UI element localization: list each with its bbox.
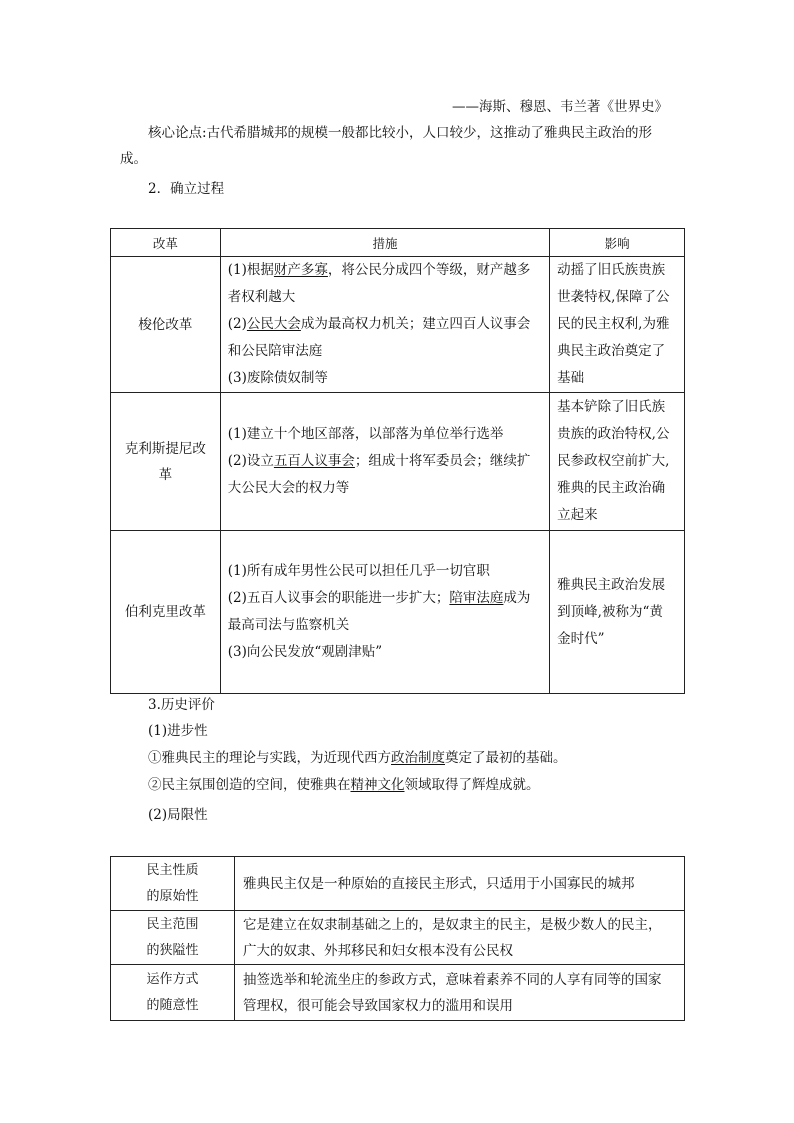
text-segment: (2)五百人议事会的职能进一步扩大； [227,590,450,606]
reform-row-pericles [111,531,685,694]
cell-line: 民参政权空前扩大, [557,453,670,469]
cell-line: 民主范围 [146,916,199,932]
text-segment: (1)所有成年男性公民可以担任几乎一切官职 [227,563,490,579]
limitation-value [235,857,685,911]
limitation-row [111,911,685,965]
cell-line: 管理权，很可能会导致国家权力的滥用和误用 [243,997,513,1014]
text-segment: 领域取得了辉煌成就。 [404,777,540,793]
measure-line [228,639,543,666]
cell-line: 金时代” [557,630,605,647]
reform-effect [550,257,685,393]
limitation-value [235,911,685,965]
cell-line: 的原始性 [146,888,199,904]
cell-line: 它是建立在奴隶制基础之上的，是奴隶主的民主，是极少数人的民主， [243,916,662,933]
measure-line [228,311,543,338]
measure-line [228,585,543,612]
cell-line: 典民主政治奠定了 [557,343,666,359]
text-segment: (1)根据 [227,262,274,278]
text-segment: 大公民大会的权力等 [227,480,350,496]
cell-line: 广大的奴隶、外邦移民和妇女根本没有公民权 [243,942,513,959]
cell-line: 雅典民主仅是一种原始的直接民主形式，只适用于小国寡民的城邦 [243,875,635,892]
header-effect: 影响 [550,229,685,257]
cell-line: 雅典的民主政治确 [557,480,666,496]
reform-measures [220,531,549,694]
core-point-text-line2: 成。 [120,151,147,167]
text-segment: ，将公民分成四个等级，财产越多 [327,262,531,278]
measure-line [228,284,543,311]
text-segment: ①雅典民主的理论与实践，为近现代西方 [148,750,391,766]
header-measures: 措施 [220,229,549,257]
cell-line: 梭伦改革 [138,316,193,333]
underlined-term: 五百人议事会 [273,453,355,469]
section3-title: 3.历史评价 [148,697,215,713]
cell-line: 民主性质 [146,862,199,878]
measure-line [228,612,543,639]
limitation-key [111,965,235,1021]
cell-line: 克利斯提尼改 [124,440,206,457]
cell-line: 立起来 [557,507,598,523]
text-segment: 最高司法与监察机关 [227,617,350,633]
cell-line: 抽签选举和轮流坐庄的参政方式，意味着素养不同的人享有同等的国家 [243,971,662,988]
limitation-value [235,965,685,1021]
cell-line: 革 [158,466,173,483]
underlined-term: 精神文化 [350,777,405,793]
text-segment: (3)废除债奴制等 [227,370,328,386]
reform-measures [220,393,549,531]
progress-title: (1)进步性 [148,723,208,739]
progress-item-2 [148,772,540,798]
limit-title: (2)局限性 [148,807,208,823]
cell-line: 世袭特权,保障了公 [557,289,670,305]
measure-line [228,421,543,448]
quote-source: ——海斯、穆恩、韦兰著《世界史》 [452,99,668,115]
underlined-term: 财产多寡 [273,262,328,278]
cell-line: 基础 [557,370,585,386]
cell-line: 基本铲除了旧氏族 [557,399,666,415]
limitation-row [111,965,685,1021]
measure-line [228,257,543,284]
text-segment: 成为 [503,590,531,606]
text-segment: (1)建立十个地区部落，以部落为单位举行选举 [227,426,504,442]
cell-line: 贵族的政治特权,公 [557,426,670,442]
cell-line: 的随意性 [146,997,199,1013]
reform-name [111,257,221,393]
reform-effect [550,393,685,531]
core-point-label: 核心论点: [148,125,207,141]
measure-line [228,558,543,585]
text-segment: 成为最高权力机关；建立四百人议事会 [300,316,531,332]
measure-line [228,475,543,502]
cell-line: 民的民主权利,为雅 [557,316,670,332]
reform-name [111,393,221,531]
limitation-key [111,857,235,911]
text-segment: (3)向公民发放“观剧津贴” [227,644,383,660]
cell-line: 动摇了旧氏族贵族 [557,262,666,278]
reform-effect [550,531,685,694]
reform-table-header-row [111,229,685,257]
text-segment: ；组成十将军委员会；继续扩 [354,453,531,469]
text-segment: (2) [227,316,247,332]
text-segment: 奠定了最初的基础。 [445,750,567,766]
reform-name [111,531,221,694]
reform-table [110,228,685,694]
underlined-term: 政治制度 [391,750,445,766]
cell-line: 的狭隘性 [146,942,199,958]
limitation-row [111,857,685,911]
section2-title: 2．确立过程 [148,181,225,197]
limitation-table [110,856,685,1021]
underlined-term: 陪审法庭 [449,590,504,606]
text-segment: 和公民陪审法庭 [227,343,323,359]
text-segment: ②民主氛围创造的空间，使雅典在 [148,777,351,793]
reform-row-cleisthenes [111,393,685,531]
measure-line [228,338,543,365]
cell-line: 运作方式 [146,971,199,987]
cell-line: 伯利克里改革 [124,604,206,620]
core-point-paragraph [120,120,688,172]
progress-item-1 [148,745,567,771]
cell-line: 到顶峰,被称为“黄 [557,603,663,620]
text-segment: 者权利越大 [227,289,296,305]
measure-line [228,448,543,475]
underlined-term: 公民大会 [246,316,301,332]
measure-line [228,365,543,392]
reform-row-solon [111,257,685,393]
reform-measures [220,257,549,393]
core-point-text-line1: 古代希腊城邦的规模一般都比较小，人口较少，这推动了雅典民主政治的形 [206,125,653,141]
text-segment: (2)设立 [227,453,274,469]
limitation-key [111,911,235,965]
cell-line: 雅典民主政治发展 [557,576,666,593]
header-reform: 改革 [111,229,221,257]
